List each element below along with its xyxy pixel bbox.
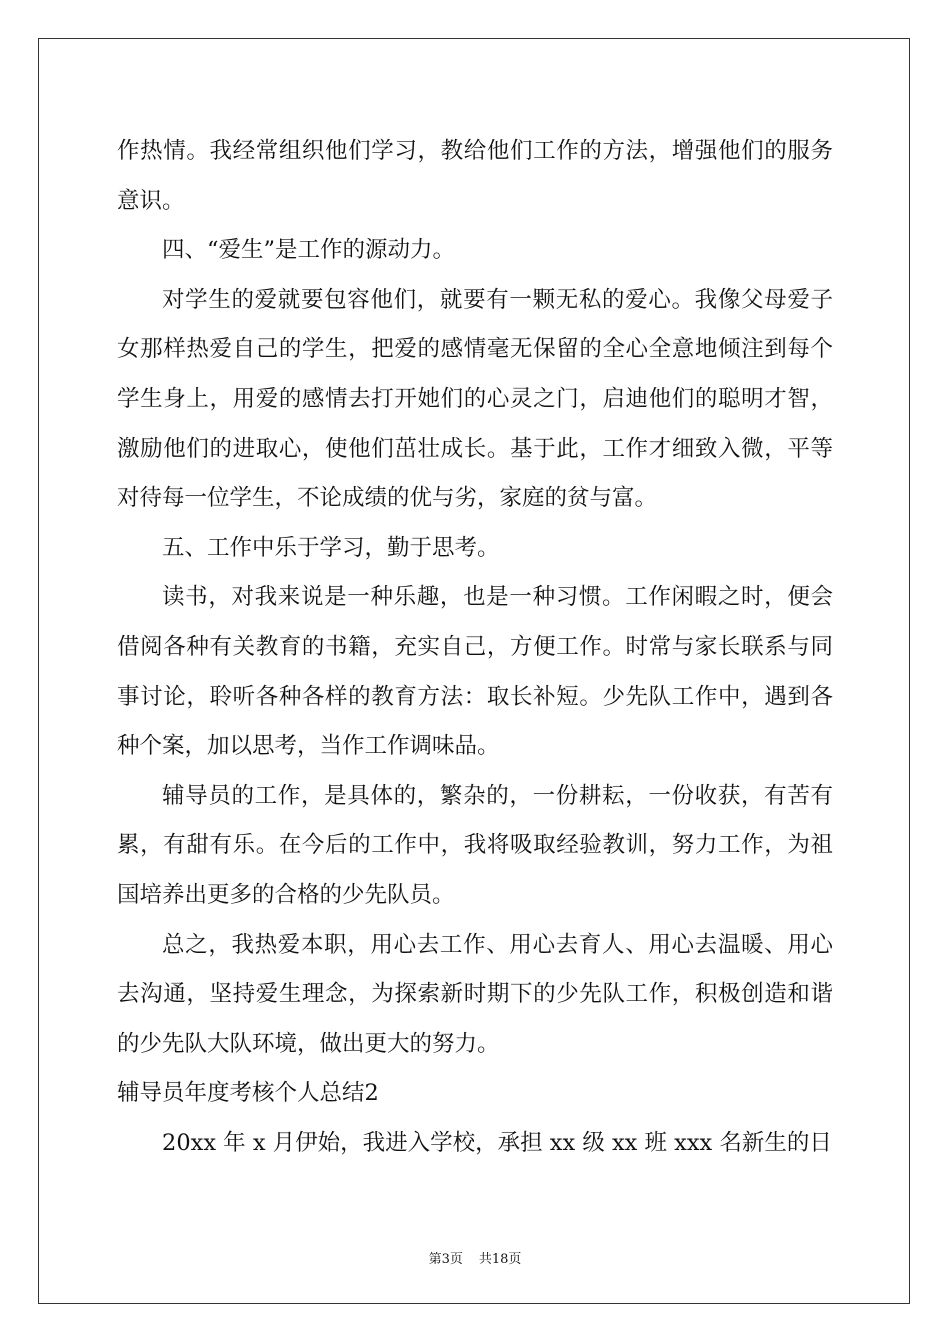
document-subtitle: 辅导员年度考核个人总结2 bbox=[117, 1080, 379, 1107]
paragraph: 20xx 年 x 月伊始，我进入学校，承担 xx 级 xx 班 xxx 名新生的日 bbox=[162, 1129, 832, 1156]
section-heading: 四、“爱生”是工作的源动力。 bbox=[162, 237, 456, 264]
paragraph: 对学生的爱就要包容他们，就要有一颗无私的爱心。我像父母爱子女那样热爱自己的学生，把爱的感情毫无保留的全心全意地倾注到每个学生身上，用爱的感情去打开她们的心灵之门，启迪他们的聪明才智，激励他们的进取心，使他们茁壮成长。基于此，工作才细致入微，平等对待每一位学生，不论成绩的优与劣，家庭的贫与富。 bbox=[117, 286, 833, 512]
paragraph: 总之，我热爱本职，用心去工作、用心去育人、用心去温暖、用心去沟通，坚持爱生理念，为探索新时期下的少先队工作，积极创造和谐的少先队大队环境，做出更大的努力。 bbox=[117, 931, 833, 1057]
page-total: 共18页 bbox=[478, 1252, 522, 1267]
page-footer bbox=[0, 1248, 950, 1267]
page-number: 第3页 bbox=[428, 1252, 463, 1267]
paragraph: 辅导员的工作，是具体的，繁杂的，一份耕耘，一份收获，有苦有累，有甜有乐。在今后的工作中，我将吸取经验教训，努力工作，为祖国培养出更多的合格的少先队员。 bbox=[117, 782, 833, 908]
document-body bbox=[117, 127, 833, 1168]
paragraph: 读书，对我来说是一种乐趣，也是一种习惯。工作闲暇之时，便会借阅各种有关教育的书籍，充实自己，方便工作。时常与家长联系与同事讨论，聆听各种各样的教育方法：取长补短。少先队工作中，遇到各种个案，加以思考，当作工作调味品。 bbox=[117, 584, 833, 760]
paragraph: 作热情。我经常组织他们学习，教给他们工作的方法，增强他们的服务意识。 bbox=[117, 138, 833, 214]
section-heading: 五、工作中乐于学习，勤于思考。 bbox=[162, 534, 500, 561]
